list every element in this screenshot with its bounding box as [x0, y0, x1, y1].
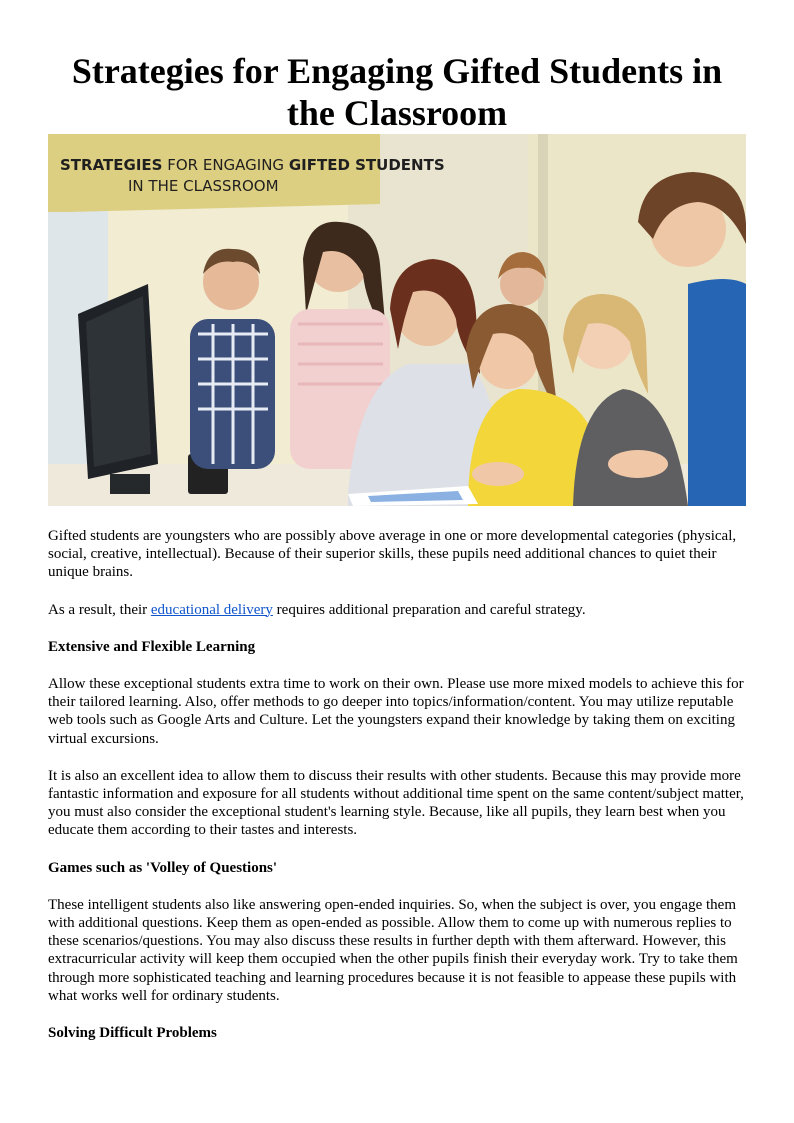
- delivery-text-after: requires additional preparation and careful strategy.: [272, 601, 586, 618]
- intro-paragraph: Gifted students are youngsters who are possibly above average in one or more developmental categories (physical, social, creative, intellectual). Because of their superior skills, these pupils need additional chances to quiet their unique brains.: [48, 528, 737, 581]
- delivery-text-before: As a result, their: [48, 601, 151, 618]
- section-heading-extensive-learning: Extensive and Flexible Learning: [48, 638, 256, 655]
- delivery-paragraph: [48, 601, 746, 619]
- article-body: [48, 527, 746, 1061]
- educational-delivery-link[interactable]: educational delivery: [150, 601, 273, 618]
- section1-paragraph-1: Allow these exceptional students extra time to work on their own. Please use more mixed models to achieve this for their tailored learning. Also, offer methods to go deeper into topics/information/content. You may utilize reputable web tools such as Google Arts and Culture. Let the youngsters expand their knowledge by taking them on exciting virtual excursions.: [48, 676, 744, 747]
- hero-image: [48, 134, 746, 506]
- banner-line-2: IN THE CLASSROOM: [128, 177, 279, 195]
- section-heading-volley-questions: Games such as 'Volley of Questions': [48, 859, 278, 876]
- section-heading-difficult-problems: Solving Difficult Problems: [48, 1025, 217, 1042]
- banner-line-1: STRATEGIES FOR ENGAGING GIFTED STUDENTS: [60, 156, 445, 174]
- page-title: Strategies for Engaging Gifted Students in the Classroom: [71, 51, 723, 133]
- section2-paragraph-1: These intelligent students also like answering open-ended inquiries. So, when the subject is over, you engage them with additional questions. Keep them as open-ended as possible. Allow them to come up with numerous replies to these scenarios/questions. You may also discuss these results in further depth with them afterward. However, this extracurricular activity will keep them occupied when the other pupils finish their everyday work. Try to take them through more sophisticated teaching and learning procedures because it is not feasible to appease these pupils with what works well for ordinary students.: [48, 896, 738, 1004]
- section1-paragraph-2: It is also an excellent idea to allow them to discuss their results with other students. Because this may provide more fantastic information and exposure for all students without additional time spent on the same content/subject matter, you must also consider the exceptional student's learning style. Because, like all pupils, they learn best when you educate them according to their tastes and interests.: [48, 767, 744, 839]
